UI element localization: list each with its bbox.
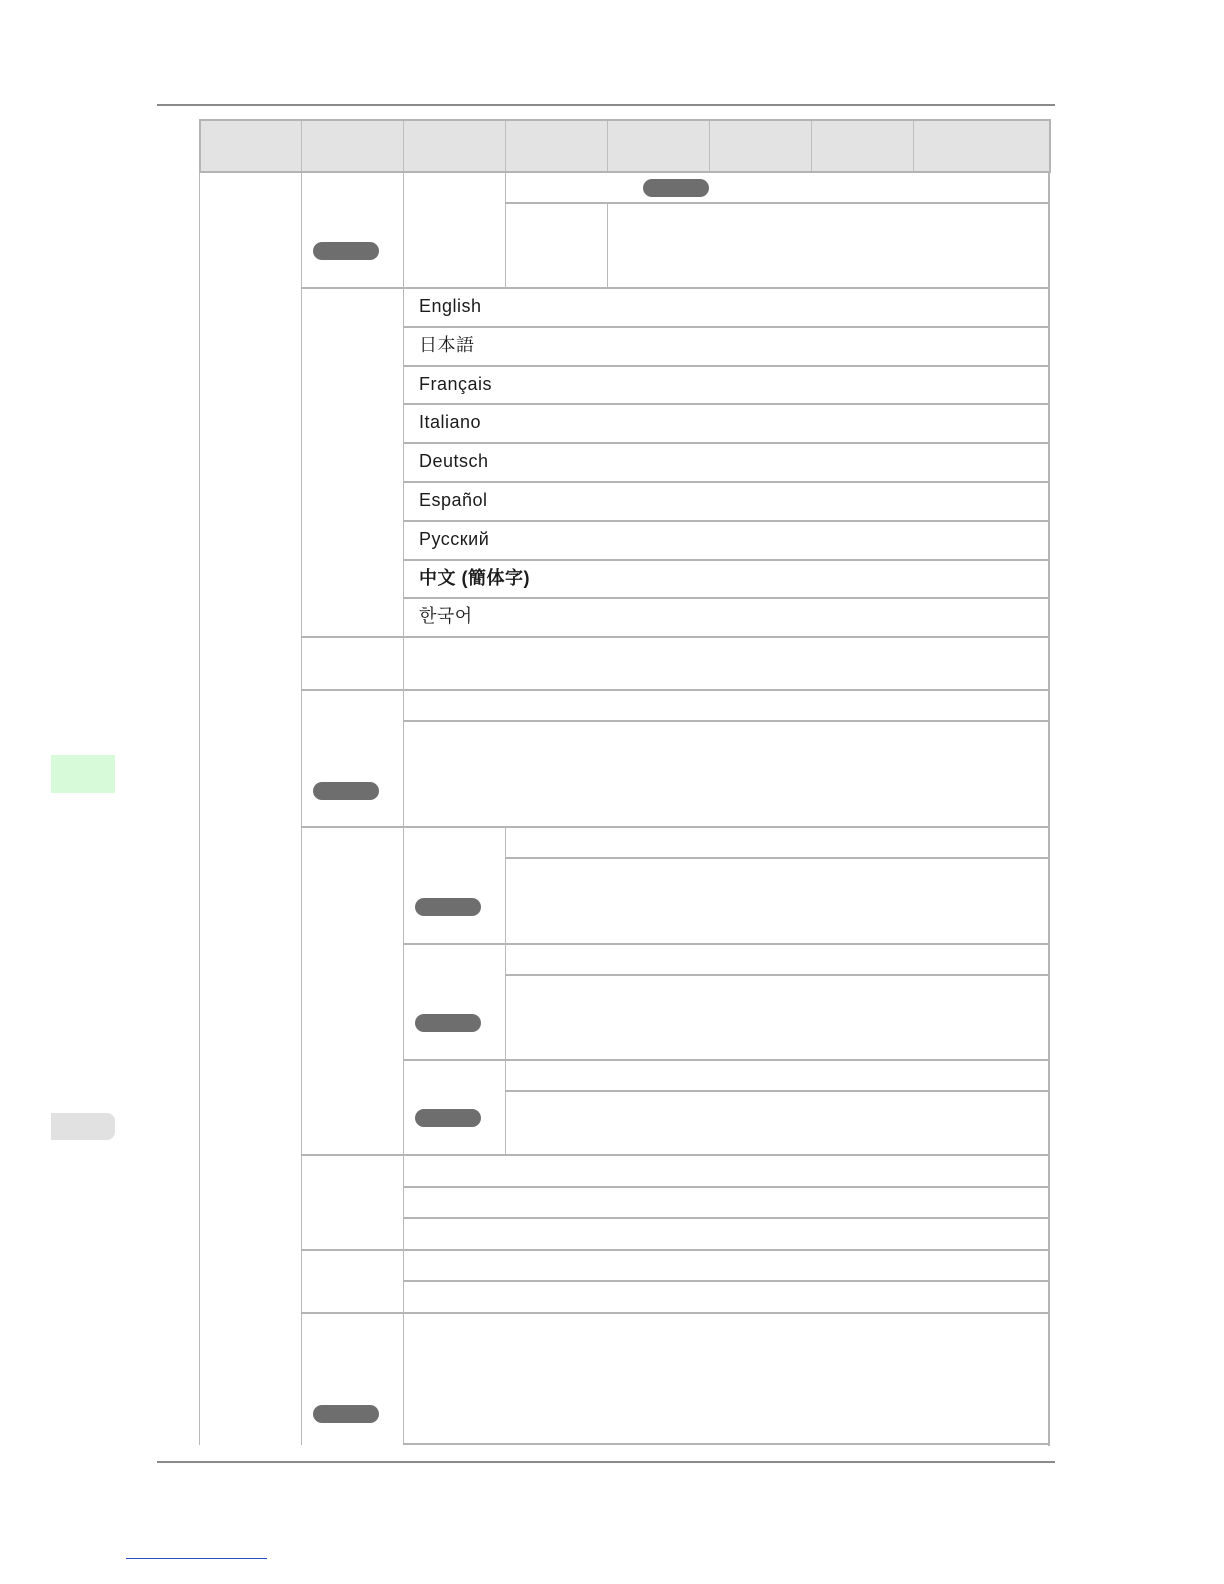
language-option-french: Français [419, 374, 493, 394]
column-divider [607, 204, 608, 288]
redacted-label [415, 1014, 481, 1032]
column-divider [505, 828, 506, 1155]
row-divider [403, 403, 1050, 405]
row-divider [403, 1280, 1050, 1282]
table-bottom-edge [403, 1443, 1050, 1445]
table-right-edge [1048, 173, 1050, 1446]
row-divider [403, 1059, 1050, 1061]
language-option-korean: 한국어 [419, 606, 473, 626]
language-option-german: Deutsch [419, 451, 489, 471]
row-divider [505, 202, 1050, 204]
language-option-japanese: 日本語 [419, 335, 475, 355]
row-divider [403, 943, 1050, 945]
row-divider [301, 1249, 1050, 1251]
redacted-label [415, 1109, 481, 1127]
column-divider [199, 173, 200, 1445]
side-tab[interactable] [51, 1113, 115, 1140]
redacted-label [313, 1405, 379, 1423]
language-option-russian: Русский [419, 529, 490, 549]
row-divider [301, 287, 1050, 289]
row-divider [403, 326, 1050, 328]
row-divider [301, 826, 1050, 828]
row-divider [505, 974, 1050, 976]
row-divider [403, 1217, 1050, 1219]
redacted-label [643, 179, 709, 197]
header-frame [199, 119, 1051, 173]
side-tab-active[interactable] [51, 755, 115, 793]
language-option-chinese: 中文 (簡体字) [419, 568, 530, 588]
column-divider [505, 173, 506, 288]
row-divider [301, 1154, 1050, 1156]
language-option-english: English [419, 296, 482, 316]
row-divider [403, 1186, 1050, 1188]
row-divider [505, 1090, 1050, 1092]
footer-link-underline[interactable] [126, 1558, 267, 1559]
row-divider [505, 857, 1050, 859]
language-option-spanish: Español [419, 490, 488, 510]
bottom-rule [157, 1461, 1055, 1463]
redacted-label [415, 898, 481, 916]
row-divider [301, 689, 1050, 691]
row-divider [403, 365, 1050, 367]
row-divider [301, 1312, 1050, 1314]
language-option-italian: Italiano [419, 412, 482, 432]
redacted-label [313, 782, 379, 800]
row-divider [301, 636, 1050, 638]
row-divider [403, 597, 1050, 599]
row-divider [403, 720, 1050, 722]
column-divider [301, 173, 302, 1445]
row-divider [403, 520, 1050, 522]
row-divider [403, 481, 1050, 483]
row-divider [403, 559, 1050, 561]
redacted-label [313, 242, 379, 260]
column-divider [403, 173, 404, 288]
column-divider [403, 289, 404, 1445]
top-rule [157, 104, 1055, 106]
row-divider [403, 442, 1050, 444]
